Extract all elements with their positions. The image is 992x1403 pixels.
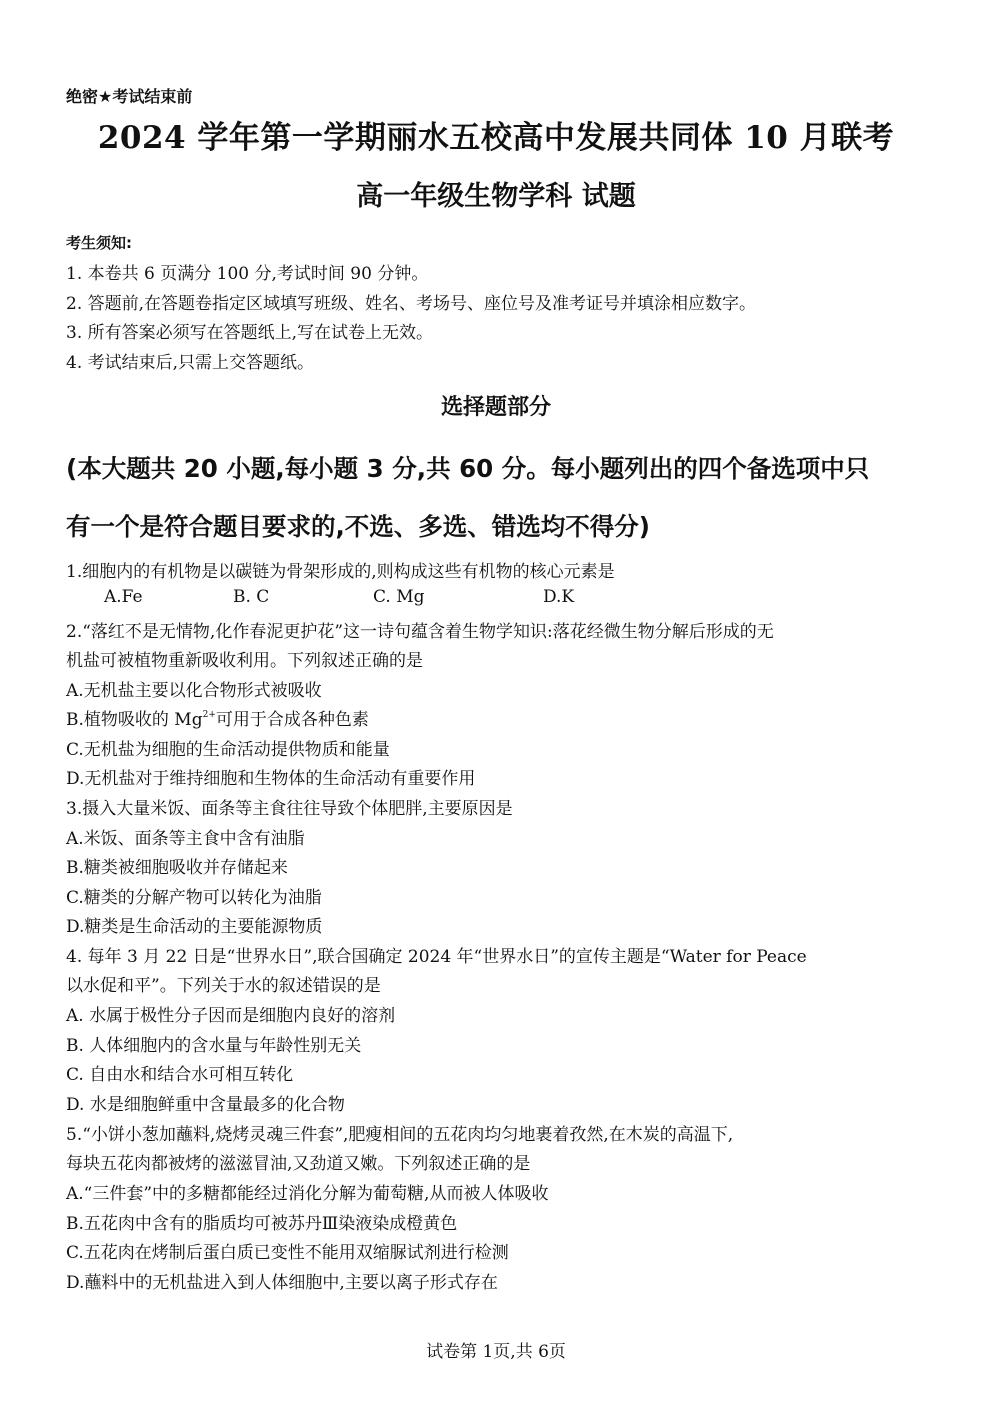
option-a: A.米饭、面条等主食中含有油脂 (66, 829, 305, 849)
section-intro-line: 有一个是符合题目要求的,不选、多选、错选均不得分) (66, 512, 651, 541)
option-b-text: 可用于合成各种色素 (215, 710, 369, 730)
question-stem: 3.摄入大量米饭、面条等主食往往导致个体肥胖,主要原因是 (66, 799, 513, 819)
notice-item: 4. 考试结束后,只需上交答题纸。 (66, 353, 315, 373)
question-stem: 2.“落红不是无情物,化作春泥更护花”这一诗句蕴含着生物学知识:落花经微生物分解后形成的无 (66, 622, 774, 642)
section-intro-line: (本大题共 20 小题,每小题 3 分,共 60 分。每小题列出的四个备选项中只 (66, 454, 870, 483)
option-d: D.糖类是生命活动的主要能源物质 (66, 917, 323, 937)
option-b: B.糖类被细胞吸收并存储起来 (66, 858, 288, 878)
option-a: A.“三件套”中的多糖都能经过消化分解为葡萄糖,从而被人体吸收 (66, 1184, 549, 1204)
option-d: D.蘸料中的无机盐进入到人体细胞中,主要以离子形式存在 (66, 1273, 498, 1293)
question-stem: 1.细胞内的有机物是以碳链为骨架形成的,则构成这些有机物的核心元素是 (66, 562, 615, 582)
superscript: 2+ (202, 710, 216, 720)
question-stem: 每块五花肉都被烤的滋滋冒油,又劲道又嫩。下列叙述正确的是 (66, 1154, 531, 1174)
question-stem: 4. 每年 3 月 22 日是“世界水日”,联合国确定 2024 年“世界水日”的宣传主题是“Water for Peace (66, 947, 807, 967)
notice-heading: 考生须知: (66, 234, 132, 252)
exam-title: 2024 学年第一学期丽水五校高中发展共同体 10 月联考 (97, 120, 895, 156)
option-c: C. Mg (373, 587, 425, 607)
notice-item: 3. 所有答案必须写在答题纸上,写在试卷上无效。 (66, 323, 434, 343)
notice-item: 2. 答题前,在答题卷指定区域填写班级、姓名、考场号、座位号及准考证号并填涂相应数字。 (66, 294, 757, 314)
option-d: D. 水是细胞鲜重中含量最多的化合物 (66, 1095, 345, 1115)
option-a: A. 水属于极性分子因而是细胞内良好的溶剂 (66, 1006, 396, 1026)
question-stem: 机盐可被植物重新吸收利用。下列叙述正确的是 (66, 651, 423, 671)
notice-item: 1. 本卷共 6 页满分 100 分,考试时间 90 分钟。 (66, 264, 429, 284)
exam-subtitle: 高一年级生物学科 试题 (356, 181, 636, 212)
option-c: C. 自由水和结合水可相互转化 (66, 1065, 294, 1085)
option-b: B.五花肉中含有的脂质均可被苏丹Ⅲ染液染成橙黄色 (66, 1214, 458, 1234)
option-b-text: B.植物吸收的 Mg (66, 710, 203, 730)
question-stem: 5.“小饼小葱加蘸料,烧烤灵魂三件套”,肥瘦相间的五花肉均匀地裹着孜然,在木炭的高温下, (66, 1125, 734, 1145)
option-c: C.无机盐为细胞的生命活动提供物质和能量 (66, 740, 390, 760)
option-c: C.五花肉在烤制后蛋白质已变性不能用双缩脲试剂进行检测 (66, 1243, 509, 1263)
option-d: D.K (543, 587, 575, 607)
section-title: 选择题部分 (440, 395, 551, 420)
option-a: A.Fe (104, 587, 143, 607)
option-b (66, 705, 369, 730)
option-b: B. 人体细胞内的含水量与年龄性别无关 (66, 1036, 362, 1056)
page-footer: 试卷第 1页,共 6页 (426, 1342, 566, 1362)
option-d: D.无机盐对于维持细胞和生物体的生命活动有重要作用 (66, 769, 476, 789)
option-b: B. C (233, 587, 270, 607)
option-c: C.糖类的分解产物可以转化为油脂 (66, 888, 322, 908)
confidential-label: 绝密★考试结束前 (66, 87, 193, 106)
option-a: A.无机盐主要以化合物形式被吸收 (66, 681, 322, 701)
question-stem: 以水促和平”。下列关于水的叙述错误的是 (66, 976, 381, 996)
